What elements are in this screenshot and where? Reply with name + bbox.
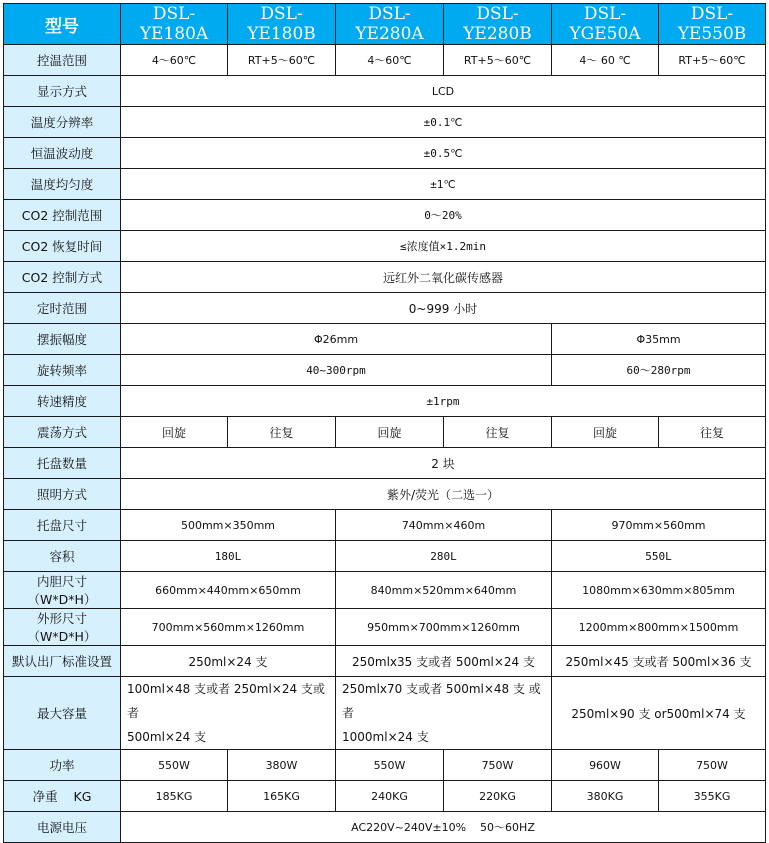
row-supply-voltage [4, 812, 766, 843]
cell-value: 840mm×520mm×640mm [336, 572, 552, 609]
capacity-line: 100ml×48 支或者 250ml×24 支或者 [127, 682, 325, 720]
row-amplitude [4, 324, 766, 355]
cell-value: 185KG [121, 781, 228, 812]
cell-value: 往复 [444, 417, 552, 448]
model-name: DSL-YE550B [659, 4, 766, 45]
cell-value: LCD [121, 76, 766, 107]
cell-value: 550W [336, 750, 444, 781]
cell-value: RT+5～60℃ [444, 45, 552, 76]
cell-value: 180L [121, 541, 336, 572]
model-name: DSL-YE180A [121, 4, 228, 45]
row-display [4, 76, 766, 107]
cell-value: 远红外二氧化碳传感器 [121, 262, 766, 293]
row-temp-fluctuation [4, 138, 766, 169]
model-name: DSL-YE280B [444, 4, 552, 45]
row-label: 照明方式 [4, 479, 121, 510]
model-name: DSL-YE280A [336, 4, 444, 45]
row-label: 显示方式 [4, 76, 121, 107]
row-temp-uniformity [4, 169, 766, 200]
cell-value: 回旋 [121, 417, 228, 448]
cell-value: 紫外/荧光（二选一） [121, 479, 766, 510]
row-label: 旋转频率 [4, 355, 121, 386]
cell-value: ±0.5℃ [121, 138, 766, 169]
capacity-line: 500ml×24 支 [127, 730, 207, 744]
cell-value: ±0.1℃ [121, 107, 766, 138]
cell-value: RT+5～60℃ [228, 45, 336, 76]
row-volume [4, 541, 766, 572]
cell-value [552, 677, 766, 750]
cell-value: RT+5～60℃ [659, 45, 766, 76]
row-label: CO2 控制方式 [4, 262, 121, 293]
cell-value: 4～60℃ [336, 45, 444, 76]
cell-value: AC220V~240V±10% 50～60HZ [121, 812, 766, 843]
row-outer-size [4, 609, 766, 646]
row-label: CO2 控制范围 [4, 200, 121, 231]
cell-value [121, 677, 336, 750]
row-label: 功率 [4, 750, 121, 781]
cell-value: 740mm×460m [336, 510, 552, 541]
row-net-weight [4, 781, 766, 812]
row-default-config [4, 646, 766, 677]
cell-value: 1080mm×630mm×805mm [552, 572, 766, 609]
row-label: 温度分辨率 [4, 107, 121, 138]
row-label: 温度均匀度 [4, 169, 121, 200]
row-rotation-freq [4, 355, 766, 386]
cell-value: 60～280rpm [552, 355, 766, 386]
cell-value: 回旋 [336, 417, 444, 448]
row-lighting [4, 479, 766, 510]
row-label: 托盘尺寸 [4, 510, 121, 541]
cell-value: 660mm×440mm×650mm [121, 572, 336, 609]
cell-value: 550L [552, 541, 766, 572]
cell-value: 165KG [228, 781, 336, 812]
row-label: 托盘数量 [4, 448, 121, 479]
cell-value: Φ35mm [552, 324, 766, 355]
capacity-line: 250mlx70 支或者 500ml×48 支 或者 [342, 682, 541, 720]
cell-value: 355KG [659, 781, 766, 812]
cell-value: 220KG [444, 781, 552, 812]
cell-value: 250ml×24 支 [121, 646, 336, 677]
cell-value: ±1℃ [121, 169, 766, 200]
row-label: 容积 [4, 541, 121, 572]
cell-value: 4～60℃ [121, 45, 228, 76]
cell-value: 960W [552, 750, 659, 781]
cell-value: 250ml×45 支或者 500ml×36 支 [552, 646, 766, 677]
row-label: 转速精度 [4, 386, 121, 417]
cell-value: 750W [659, 750, 766, 781]
row-label: 净重 KG [4, 781, 121, 812]
cell-value: 4～ 60 ℃ [552, 45, 659, 76]
row-inner-size [4, 572, 766, 609]
capacity-line: 250ml×90 支 or500ml×74 支 [571, 706, 746, 721]
cell-value: 380W [228, 750, 336, 781]
row-speed-accuracy [4, 386, 766, 417]
cell-value [336, 677, 552, 750]
cell-value: 280L [336, 541, 552, 572]
row-co2-recovery [4, 231, 766, 262]
cell-value: 550W [121, 750, 228, 781]
row-label: 最大容量 [4, 677, 121, 750]
cell-value: 回旋 [552, 417, 659, 448]
row-label: 内胆尺寸（W*D*H） [4, 572, 121, 609]
row-power [4, 750, 766, 781]
row-tray-count [4, 448, 766, 479]
cell-value: ±1rpm [121, 386, 766, 417]
row-label: 摆振幅度 [4, 324, 121, 355]
row-label: 控温范围 [4, 45, 121, 76]
cell-value: 750W [444, 750, 552, 781]
row-temp-resolution [4, 107, 766, 138]
cell-value: 380KG [552, 781, 659, 812]
cell-value: 700mm×560mm×1260mm [121, 609, 336, 646]
row-label: 定时范围 [4, 293, 121, 324]
cell-value: 2 块 [121, 448, 766, 479]
row-label: 震荡方式 [4, 417, 121, 448]
row-label: 外形尺寸（W*D*H） [4, 609, 121, 646]
spec-table [3, 3, 766, 843]
cell-value: 250mlx35 支或者 500ml×24 支 [336, 646, 552, 677]
cell-value: 240KG [336, 781, 444, 812]
cell-value: ≤浓度值×1.2min [121, 231, 766, 262]
row-shaking-mode [4, 417, 766, 448]
cell-value: 0~999 小时 [121, 293, 766, 324]
row-label: 恒温波动度 [4, 138, 121, 169]
header-row [4, 4, 766, 45]
row-co2-method [4, 262, 766, 293]
row-label: 电源电压 [4, 812, 121, 843]
capacity-line: 1000ml×24 支 [342, 730, 429, 744]
cell-value: Φ26mm [121, 324, 552, 355]
model-name: DSL-YE180B [228, 4, 336, 45]
cell-value: 往复 [659, 417, 766, 448]
row-timer-range [4, 293, 766, 324]
cell-value: 往复 [228, 417, 336, 448]
row-temp-range [4, 45, 766, 76]
model-name: DSL-YGE50A [552, 4, 659, 45]
row-label: 默认出厂标准设置 [4, 646, 121, 677]
model-header: 型号 [4, 4, 121, 45]
row-co2-range [4, 200, 766, 231]
row-tray-size [4, 510, 766, 541]
cell-value: 500mm×350mm [121, 510, 336, 541]
cell-value: 1200mm×800mm×1500mm [552, 609, 766, 646]
row-max-capacity [4, 677, 766, 750]
cell-value: 40~300rpm [121, 355, 552, 386]
cell-value: 950mm×700mm×1260mm [336, 609, 552, 646]
cell-value: 0～20% [121, 200, 766, 231]
cell-value: 970mm×560mm [552, 510, 766, 541]
row-label: CO2 恢复时间 [4, 231, 121, 262]
